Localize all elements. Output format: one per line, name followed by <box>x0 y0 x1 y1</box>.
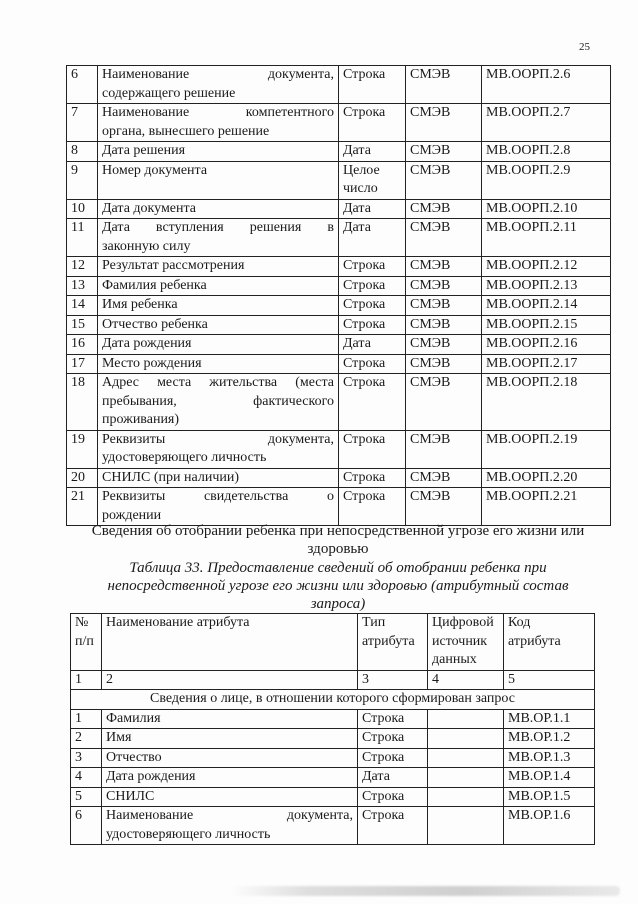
data-source-line: СМЭВ <box>410 297 451 312</box>
row-number-line: 18 <box>71 375 85 390</box>
attribute-code-line: МВ.ОР.1.6 <box>508 808 571 823</box>
attribute-name-line: Адрес места жительства (места <box>102 375 334 390</box>
attribute-code-line: МВ.ООРП.2.13 <box>486 277 578 293</box>
row-number <box>71 709 102 729</box>
data-source <box>406 315 482 335</box>
attribute-type <box>339 430 406 468</box>
row-number-line: 15 <box>71 316 85 332</box>
attribute-type <box>358 729 428 749</box>
table-row <box>67 315 611 335</box>
attribute-type <box>339 335 406 355</box>
attribute-type <box>339 468 406 488</box>
attribute-code <box>482 430 611 468</box>
data-source <box>406 276 482 296</box>
attribute-code <box>504 748 595 768</box>
table-row <box>67 430 611 468</box>
attribute-code <box>504 807 595 845</box>
table-row <box>67 257 611 277</box>
attribute-name <box>98 276 339 296</box>
attribute-code-line: МВ.ООРП.2.11 <box>486 220 577 235</box>
row-number <box>67 161 98 199</box>
attribute-type-line: Строка <box>343 431 386 447</box>
attribute-name-line: рождении <box>102 507 162 523</box>
attribute-code-line: МВ.ОР.1.5 <box>508 788 571 804</box>
attribute-code-line: МВ.ОР.1.3 <box>508 749 571 765</box>
header-name: Наименование атрибута <box>102 614 358 671</box>
attribute-type-line: Строка <box>343 105 386 120</box>
row-number <box>67 488 98 526</box>
table-caption <box>66 559 610 613</box>
attribute-name-line: Имя ребенка <box>102 297 178 312</box>
attribute-name-line: Наименование компетентного <box>102 105 334 120</box>
row-number <box>71 787 102 807</box>
attribute-name <box>98 468 339 488</box>
data-source-line: СМЭВ <box>410 469 451 485</box>
data-source <box>406 104 482 142</box>
table-caption-line: непосредственной угрозе его жизни или здоровью (атрибутный состав <box>107 578 569 594</box>
attribute-type <box>339 257 406 277</box>
attribute-name <box>102 748 358 768</box>
attribute-code-line: МВ.ООРП.2.16 <box>486 336 578 351</box>
page-number: 25 <box>579 41 590 53</box>
data-source <box>406 468 482 488</box>
attribute-code-line: МВ.ООРП.2.20 <box>486 469 578 485</box>
table-row <box>67 161 611 199</box>
attribute-code <box>504 787 595 807</box>
table-row <box>67 66 611 104</box>
attribute-code-line: МВ.ООРП.2.7 <box>486 105 571 120</box>
index-cell: 5 <box>504 670 595 690</box>
attribute-name-line: Отчество <box>106 749 162 765</box>
attribute-type-line: Строка <box>343 316 386 332</box>
attribute-name <box>98 66 339 104</box>
data-source <box>428 729 504 749</box>
row-number-line: 8 <box>71 143 78 158</box>
table-row <box>67 296 611 316</box>
row-number <box>67 374 98 431</box>
attribute-code-line: МВ.ООРП.2.15 <box>486 316 578 332</box>
data-source <box>406 142 482 162</box>
section-heading-line: здоровью <box>307 541 369 557</box>
data-source <box>406 199 482 219</box>
attribute-code <box>482 468 611 488</box>
row-number <box>71 807 102 845</box>
attribute-type <box>339 142 406 162</box>
table-row <box>67 354 611 374</box>
data-source-line: СМЭВ <box>410 67 451 82</box>
data-source <box>428 768 504 788</box>
attribute-name-line: Реквизиты свидетельства о <box>102 489 334 504</box>
attribute-name-line: Отчество ребенка <box>102 316 208 332</box>
attribute-type-line: Целое <box>343 162 380 178</box>
index-cell: 1 <box>71 670 102 690</box>
row-number-line: 17 <box>71 355 85 371</box>
attribute-name-line: Имя <box>106 730 132 745</box>
table-row <box>67 468 611 488</box>
attribute-code-line: МВ.ООРП.2.12 <box>486 258 578 273</box>
attribute-type <box>339 488 406 526</box>
attribute-name-line: Фамилия ребенка <box>102 277 207 293</box>
attribute-code-line: МВ.ООРП.2.8 <box>486 143 571 158</box>
table-row <box>71 729 595 749</box>
attribute-name-line: СНИЛС (при наличии) <box>102 469 240 485</box>
row-number-line: 16 <box>71 336 85 351</box>
attribute-name-line: законную силу <box>102 238 191 254</box>
table-row <box>71 709 595 729</box>
row-number-line: 10 <box>71 200 85 216</box>
attribute-name-line: Дата вступления решения в <box>102 220 334 235</box>
attribute-code <box>482 276 611 296</box>
attribute-name <box>98 161 339 199</box>
attribute-type-line: Строка <box>343 297 386 312</box>
attribute-name <box>98 142 339 162</box>
row-number <box>67 104 98 142</box>
data-source <box>406 335 482 355</box>
row-number <box>71 748 102 768</box>
attribute-type <box>358 807 428 845</box>
attribute-name <box>102 729 358 749</box>
table-row <box>71 787 595 807</box>
attribute-type <box>339 354 406 374</box>
attribute-code-line: МВ.ОР.1.4 <box>508 769 571 784</box>
attribute-name-line: Дата рождения <box>106 769 196 784</box>
attribute-type-line: Строка <box>343 277 386 293</box>
row-number <box>67 276 98 296</box>
attribute-name-line: Фамилия <box>106 710 161 726</box>
data-source <box>428 807 504 845</box>
attribute-type <box>339 315 406 335</box>
attribute-type-line: Строка <box>362 808 405 823</box>
attribute-name <box>98 430 339 468</box>
attribute-code-line: МВ.ООРП.2.21 <box>486 489 578 504</box>
data-source-line: СМЭВ <box>410 489 451 504</box>
table-row <box>67 104 611 142</box>
data-source-line: СМЭВ <box>410 431 451 447</box>
data-source-line: СМЭВ <box>410 277 451 293</box>
table-caption-line: Таблица 33. Предоставление сведений об отобрании ребенка при <box>129 560 547 576</box>
row-number-line: 6 <box>75 808 82 823</box>
row-number-line: 6 <box>71 67 78 82</box>
table-33 <box>70 613 595 845</box>
row-number <box>67 354 98 374</box>
data-source <box>406 430 482 468</box>
data-source-line: СМЭВ <box>410 200 451 216</box>
attribute-type <box>339 276 406 296</box>
table-row <box>71 748 595 768</box>
data-source-line: СМЭВ <box>410 258 451 273</box>
table-index-row <box>71 670 595 690</box>
table-row <box>67 142 611 162</box>
attribute-name-line: Реквизиты документа, <box>102 431 334 447</box>
data-source-line: СМЭВ <box>410 220 451 235</box>
attribute-type <box>339 374 406 431</box>
attribute-name-line: органа, вынесшего решение <box>102 123 270 139</box>
table-row <box>71 768 595 788</box>
attribute-type-line: Строка <box>362 710 405 726</box>
table-row <box>67 199 611 219</box>
data-source <box>406 66 482 104</box>
attribute-type <box>339 296 406 316</box>
attribute-type-line: Дата <box>362 769 390 784</box>
attribute-name-line: Результат рассмотрения <box>102 258 245 273</box>
attribute-code <box>482 315 611 335</box>
attribute-type <box>358 709 428 729</box>
attribute-name <box>98 315 339 335</box>
attribute-type-line: Дата <box>343 336 371 351</box>
attribute-type <box>339 104 406 142</box>
attribute-type-line: Дата <box>343 143 371 158</box>
attribute-code-line: МВ.ОР.1.2 <box>508 730 571 745</box>
attribute-name <box>102 807 358 845</box>
attribute-type-line: Дата <box>343 200 371 216</box>
row-number <box>67 468 98 488</box>
data-source-line: СМЭВ <box>410 143 451 158</box>
row-number-line: 1 <box>75 710 82 726</box>
attribute-code <box>482 161 611 199</box>
attributes-table-continued <box>66 65 611 526</box>
table-row <box>67 374 611 431</box>
attribute-type-line: Строка <box>343 258 386 273</box>
table-row <box>67 488 611 526</box>
table-row <box>67 276 611 296</box>
row-number-line: 20 <box>71 469 85 485</box>
row-number <box>67 199 98 219</box>
section-heading <box>66 522 610 558</box>
attribute-name-line: Наименование документа, <box>106 808 353 823</box>
attribute-type-line: Строка <box>343 67 386 82</box>
data-source <box>406 374 482 431</box>
attribute-code <box>482 219 611 257</box>
data-source <box>428 748 504 768</box>
row-number <box>67 430 98 468</box>
attribute-name-line: Дата рождения <box>102 336 192 351</box>
row-number-line: 13 <box>71 277 85 293</box>
data-source <box>406 161 482 199</box>
row-number <box>67 335 98 355</box>
attribute-name-line: содержащего решение <box>102 85 236 101</box>
row-number <box>67 315 98 335</box>
attribute-code-line: МВ.ООРП.2.19 <box>486 431 578 447</box>
attribute-code <box>482 335 611 355</box>
table-row <box>67 219 611 257</box>
table-header-row <box>71 614 595 671</box>
attribute-type <box>339 219 406 257</box>
row-number-line: 4 <box>75 769 82 784</box>
attribute-code <box>504 729 595 749</box>
attribute-code <box>482 354 611 374</box>
attribute-name-line: Дата документа <box>102 200 197 216</box>
row-number-line: 3 <box>75 749 82 765</box>
row-number <box>71 729 102 749</box>
row-number-line: 14 <box>71 297 85 312</box>
attribute-code-line: МВ.ООРП.2.17 <box>486 355 578 371</box>
table-row <box>67 335 611 355</box>
row-number <box>71 768 102 788</box>
data-source <box>406 354 482 374</box>
attribute-code <box>504 768 595 788</box>
attribute-name <box>98 488 339 526</box>
attribute-type-line: Строка <box>343 489 386 504</box>
attribute-type-line: Строка <box>343 375 386 390</box>
row-number-line: 21 <box>71 489 85 504</box>
data-source-line: СМЭВ <box>410 336 451 351</box>
attribute-name <box>98 257 339 277</box>
attribute-type <box>358 748 428 768</box>
data-source <box>406 219 482 257</box>
attribute-code-line: МВ.ООРП.2.10 <box>486 200 578 216</box>
attribute-type <box>339 66 406 104</box>
attribute-name-line: Номер документа <box>102 162 208 178</box>
header-type: Тип атрибута <box>358 614 428 671</box>
data-source-line: СМЭВ <box>410 162 451 178</box>
attribute-code <box>482 199 611 219</box>
row-number-line: 2 <box>75 730 82 745</box>
data-source <box>406 488 482 526</box>
row-number <box>67 142 98 162</box>
attribute-type <box>358 768 428 788</box>
row-number-line: 12 <box>71 258 85 273</box>
data-source <box>406 296 482 316</box>
header-code: Код атрибута <box>504 614 595 671</box>
index-cell: 4 <box>428 670 504 690</box>
attribute-name <box>98 219 339 257</box>
attribute-type-line: Строка <box>362 788 405 804</box>
attribute-type-line: Дата <box>343 220 371 235</box>
attribute-name <box>98 296 339 316</box>
section-heading-line: Сведения об отобрании ребенка при непосредственной угрозе его жизни или <box>91 523 585 539</box>
attribute-type <box>339 199 406 219</box>
attribute-name-line: проживания) <box>102 412 180 427</box>
row-number-line: 9 <box>71 162 78 178</box>
attribute-name-line: удостоверяющего личность <box>106 826 271 842</box>
data-source <box>406 257 482 277</box>
header-source: Цифровой источник данных <box>428 614 504 671</box>
attribute-code <box>504 709 595 729</box>
table-group-row <box>71 690 595 710</box>
row-number <box>67 219 98 257</box>
row-number <box>67 66 98 104</box>
attribute-type <box>339 161 406 199</box>
attribute-name-line: Дата решения <box>102 143 186 158</box>
row-number-line: 5 <box>75 788 82 804</box>
attribute-code <box>482 142 611 162</box>
attribute-code <box>482 488 611 526</box>
attribute-name <box>102 787 358 807</box>
header-num: № п/п <box>71 614 102 671</box>
attribute-code-line: МВ.ООРП.2.18 <box>486 375 578 390</box>
attribute-code-line: МВ.ООРП.2.6 <box>486 67 571 82</box>
attribute-name <box>98 199 339 219</box>
attribute-type-line: число <box>343 181 378 196</box>
row-number-line: 11 <box>71 220 85 235</box>
attribute-type-line: Строка <box>362 749 405 765</box>
attribute-name <box>98 374 339 431</box>
data-source-line: СМЭВ <box>410 105 451 120</box>
attribute-code <box>482 296 611 316</box>
attribute-name <box>98 335 339 355</box>
group-title: Сведения о лице, в отношении которого сформирован запрос <box>71 690 595 710</box>
attribute-code <box>482 66 611 104</box>
scan-artifact <box>230 886 620 896</box>
attribute-name <box>98 354 339 374</box>
index-cell: 3 <box>358 670 428 690</box>
attribute-name-line: Наименование документа, <box>102 67 334 82</box>
row-number-line: 19 <box>71 431 85 447</box>
table-row <box>71 807 595 845</box>
table-caption-line: запроса) <box>310 596 366 612</box>
row-number-line: 7 <box>71 105 78 120</box>
attribute-name <box>102 768 358 788</box>
row-number <box>67 296 98 316</box>
attribute-name <box>98 104 339 142</box>
data-source <box>428 709 504 729</box>
attribute-type <box>358 787 428 807</box>
data-source-line: СМЭВ <box>410 355 451 371</box>
attribute-name-line: Место рождения <box>102 355 202 371</box>
data-source <box>428 787 504 807</box>
index-cell: 2 <box>102 670 358 690</box>
attribute-code-line: МВ.ООРП.2.14 <box>486 297 578 312</box>
row-number <box>67 257 98 277</box>
attribute-code-line: МВ.ОР.1.1 <box>508 710 571 726</box>
attribute-type-line: Строка <box>343 469 386 485</box>
attribute-type-line: Строка <box>343 355 386 371</box>
attribute-code-line: МВ.ООРП.2.9 <box>486 162 571 178</box>
attribute-code <box>482 257 611 277</box>
attribute-type-line: Строка <box>362 730 405 745</box>
attribute-name <box>102 709 358 729</box>
data-source-line: СМЭВ <box>410 375 451 390</box>
attribute-code <box>482 104 611 142</box>
attribute-name-line: удостоверяющего личность <box>102 450 267 465</box>
data-source-line: СМЭВ <box>410 316 451 332</box>
attribute-name-line: пребывания, фактического <box>102 393 334 409</box>
attribute-code <box>482 374 611 431</box>
attribute-name-line: СНИЛС <box>106 788 155 804</box>
